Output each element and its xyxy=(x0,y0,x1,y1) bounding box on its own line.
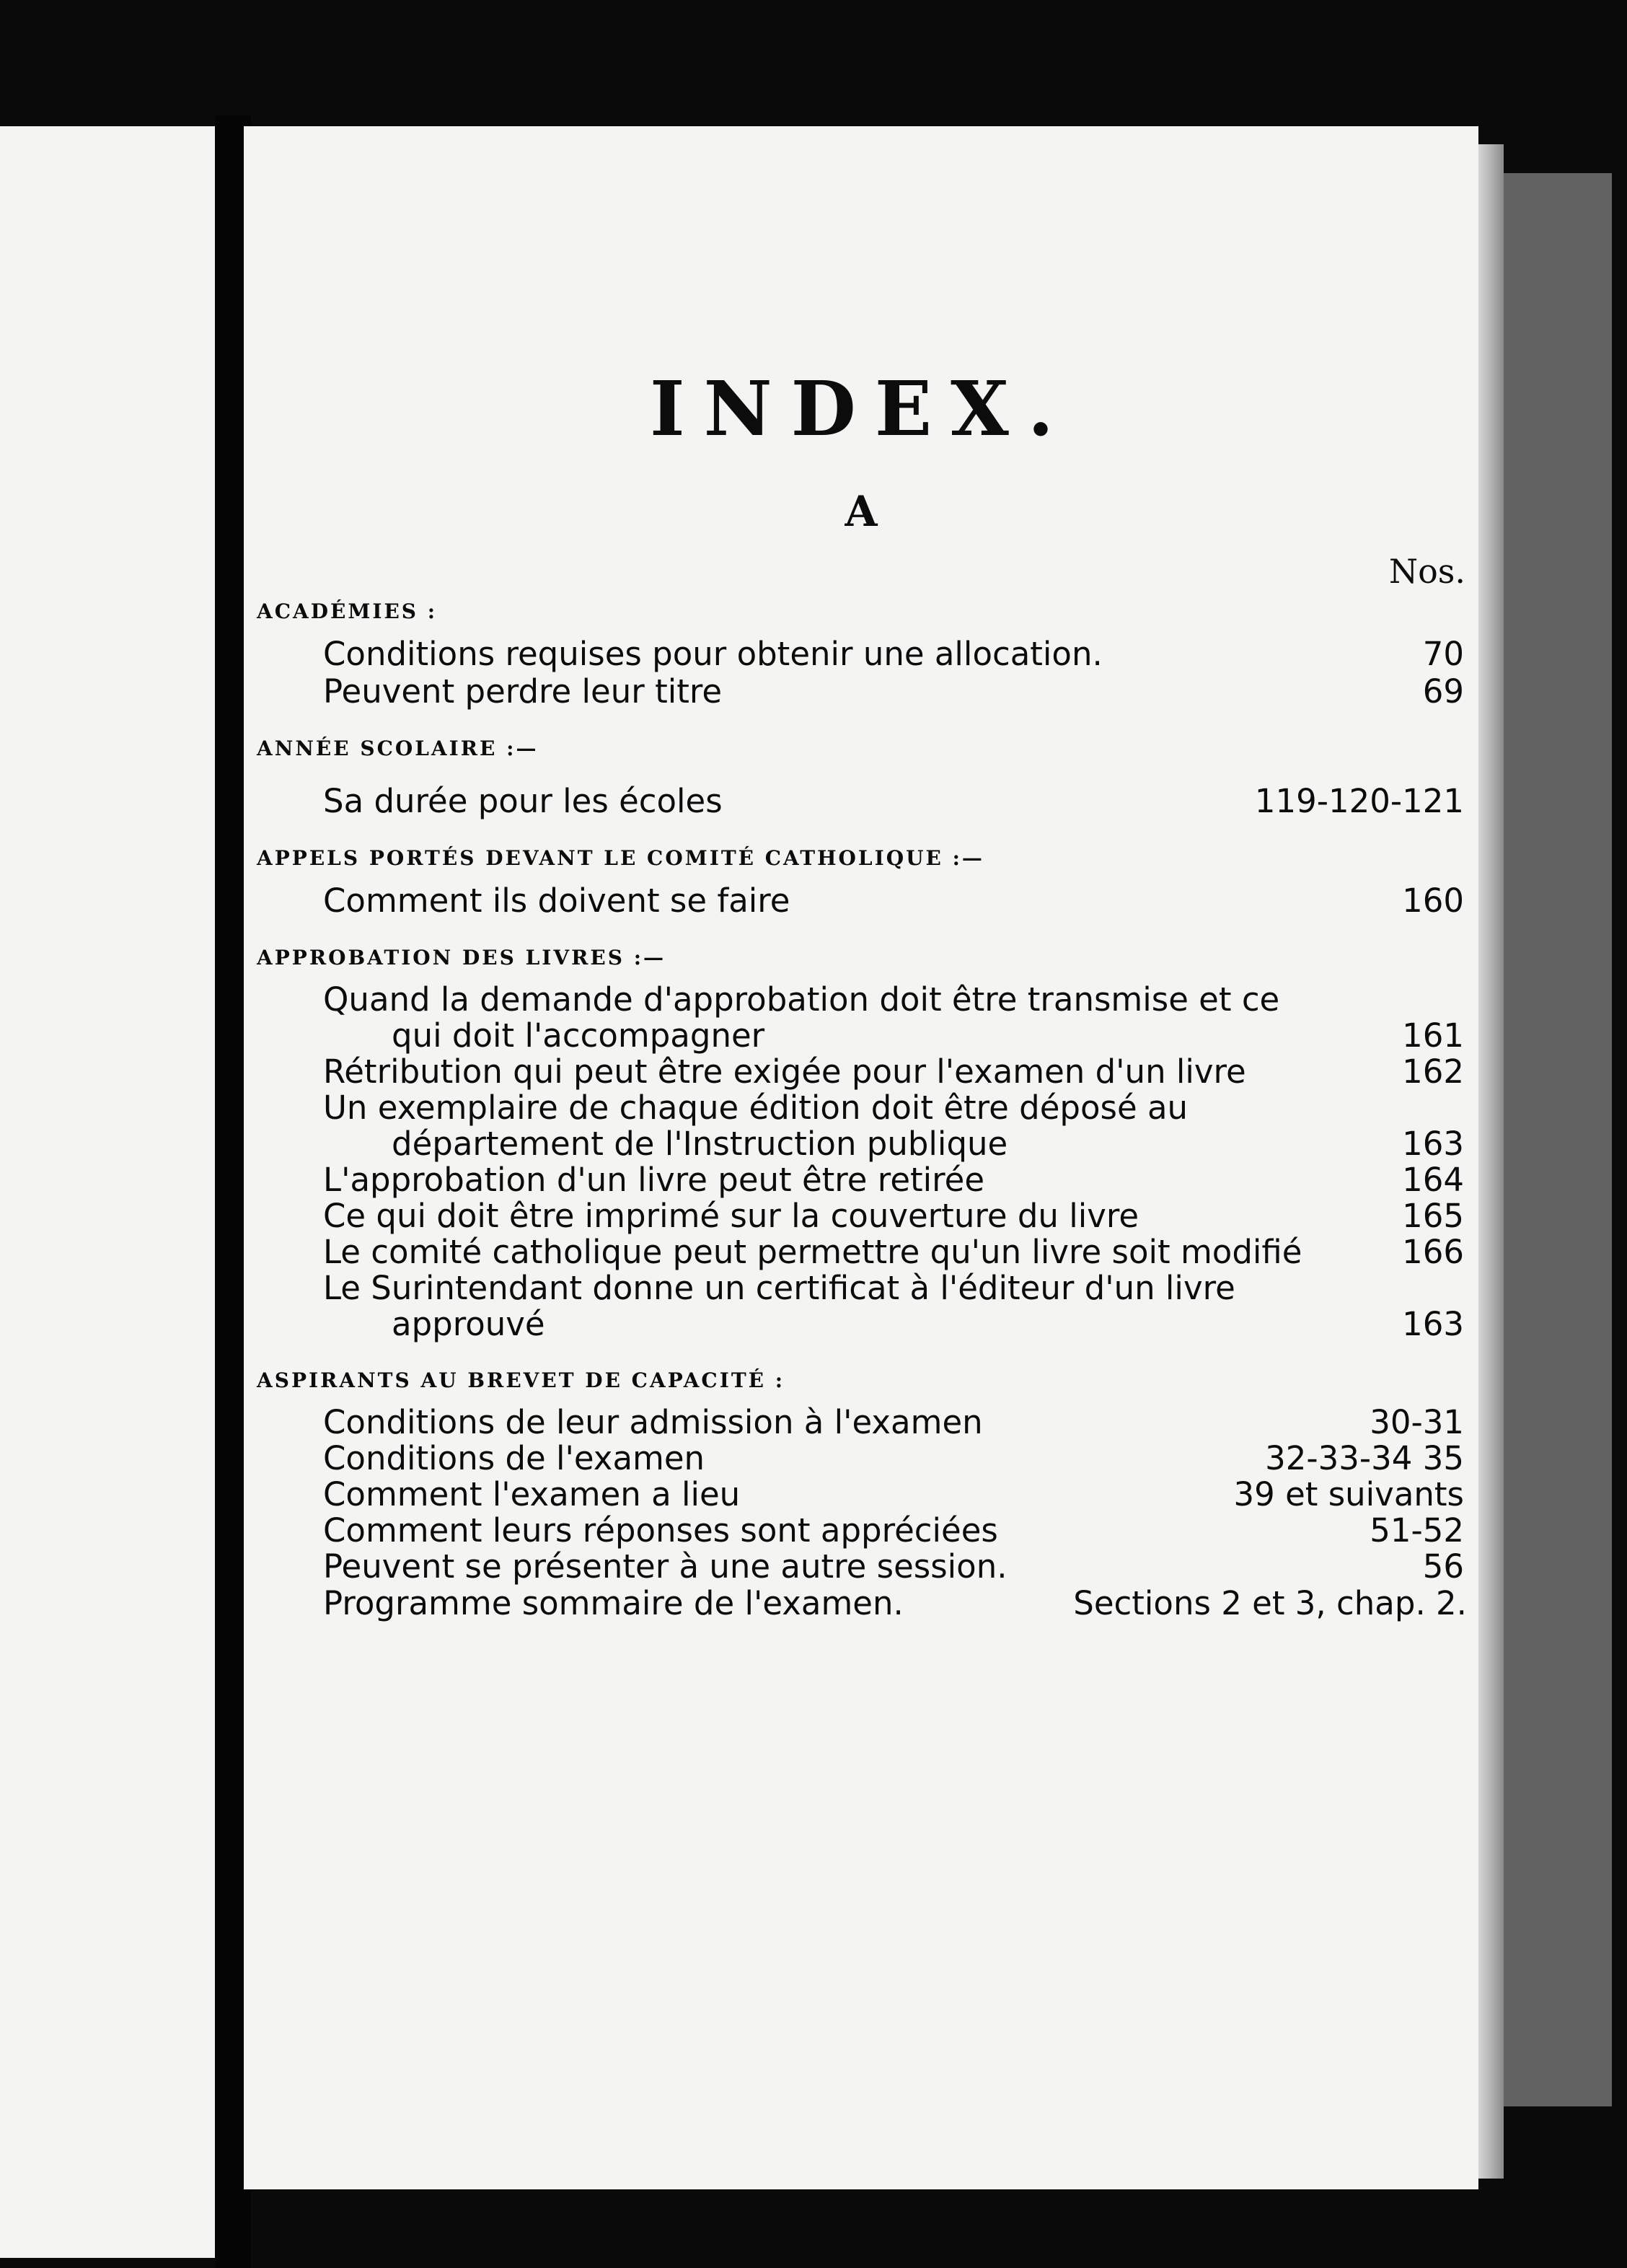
index-sections xyxy=(244,573,1478,1622)
entry-ref: 32-33-34 35 xyxy=(1265,1439,1464,1477)
index-page xyxy=(244,126,1478,2189)
entry-text: Peuvent se présenter à une autre session. xyxy=(323,1547,1007,1586)
entry-text: Rétribution qui peut être exigée pour l'examen d'un livre xyxy=(323,1052,1246,1091)
entry-ref: 165 xyxy=(1402,1197,1464,1235)
index-entry xyxy=(323,1198,1471,1234)
entry-text: Le comité catholique peut permettre qu'un livre soit modifié xyxy=(323,1233,1302,1271)
entry-text: Ce qui doit être imprimé sur la couverture du livre xyxy=(323,1197,1139,1235)
index-entry xyxy=(323,1270,1471,1342)
entry-text: Comment l'examen a lieu xyxy=(323,1475,741,1513)
index-section xyxy=(244,737,1478,820)
entry-text: Le Surintendant donne un certificat à l'éditeur d'un livre approuvé xyxy=(323,1269,1235,1343)
index-section xyxy=(244,846,1478,920)
entry-text: Conditions requises pour obtenir une allocation. xyxy=(323,635,1103,673)
index-section xyxy=(244,1368,1478,1622)
entry-text: Peuvent perdre leur titre xyxy=(323,672,723,711)
entry-ref: 162 xyxy=(1402,1052,1464,1091)
entry-ref: 166 xyxy=(1402,1233,1464,1271)
column-header: Nos. xyxy=(1388,552,1465,591)
entry-ref: 163 xyxy=(1402,1305,1464,1343)
entry-ref: 160 xyxy=(1402,882,1464,920)
entry-ref: 39 et suivants xyxy=(1233,1475,1464,1513)
entry-ref: 119-120-121 xyxy=(1254,782,1464,820)
section-heading: ANNÉE SCOLAIRE :— xyxy=(257,737,539,760)
index-entry xyxy=(323,1090,1471,1162)
entry-ref: 161 xyxy=(1402,1016,1464,1055)
entry-text: Programme sommaire de l'examen. xyxy=(323,1584,904,1622)
section-heading: ACADÉMIES : xyxy=(257,599,438,623)
section-letter: A xyxy=(845,487,878,536)
index-entry xyxy=(323,1441,1471,1477)
entry-ref: Sections 2 et 3, chap. 2. xyxy=(1073,1584,1467,1622)
index-entry xyxy=(323,636,1471,673)
index-entry xyxy=(323,1054,1471,1090)
entry-ref: 69 xyxy=(1422,672,1464,711)
index-entry xyxy=(323,1585,1471,1622)
section-heading: APPROBATION DES LIVRES :— xyxy=(257,946,666,970)
index-entry xyxy=(323,673,1471,711)
entry-text: Conditions de leur admission à l'examen xyxy=(323,1403,983,1441)
entry-ref: 30-31 xyxy=(1370,1403,1464,1441)
section-heading: ASPIRANTS AU BREVET DE CAPACITÉ : xyxy=(257,1368,785,1392)
entry-text: Comment ils doivent se faire xyxy=(323,882,790,920)
entry-ref: 70 xyxy=(1422,635,1464,673)
entry-text: Un exemplaire de chaque édition doit être déposé au département de l'Instruction publique xyxy=(323,1089,1189,1163)
index-entry xyxy=(323,1234,1471,1270)
entry-text: Conditions de l'examen xyxy=(323,1439,705,1477)
index-entry xyxy=(323,1513,1471,1549)
entry-text: Quand la demande d'approbation doit être transmise et ce qui doit l'accompagner xyxy=(323,980,1280,1055)
index-entry xyxy=(323,783,1471,820)
index-entry xyxy=(323,882,1471,920)
entry-text: Sa durée pour les écoles xyxy=(323,782,723,820)
index-section xyxy=(244,946,1478,1342)
entry-ref: 163 xyxy=(1402,1125,1464,1163)
entry-text: L'approbation d'un livre peut être retirée xyxy=(323,1161,985,1199)
index-entry xyxy=(323,1162,1471,1198)
back-page-shadow xyxy=(1493,173,1612,2106)
section-heading: APPELS PORTÉS DEVANT LE COMITÉ CATHOLIQUE :— xyxy=(257,846,984,870)
entry-text: Comment leurs réponses sont appréciées xyxy=(323,1511,998,1550)
entry-ref: 56 xyxy=(1422,1547,1464,1586)
index-section xyxy=(244,599,1478,711)
index-entry xyxy=(323,1549,1471,1585)
index-entry xyxy=(323,1405,1471,1441)
index-entry xyxy=(323,982,1471,1054)
entry-ref: 164 xyxy=(1402,1161,1464,1199)
left-page-edge xyxy=(0,126,216,2258)
page-title: INDEX. xyxy=(649,364,1073,453)
entry-ref: 51-52 xyxy=(1370,1511,1464,1550)
index-entry xyxy=(323,1477,1471,1513)
